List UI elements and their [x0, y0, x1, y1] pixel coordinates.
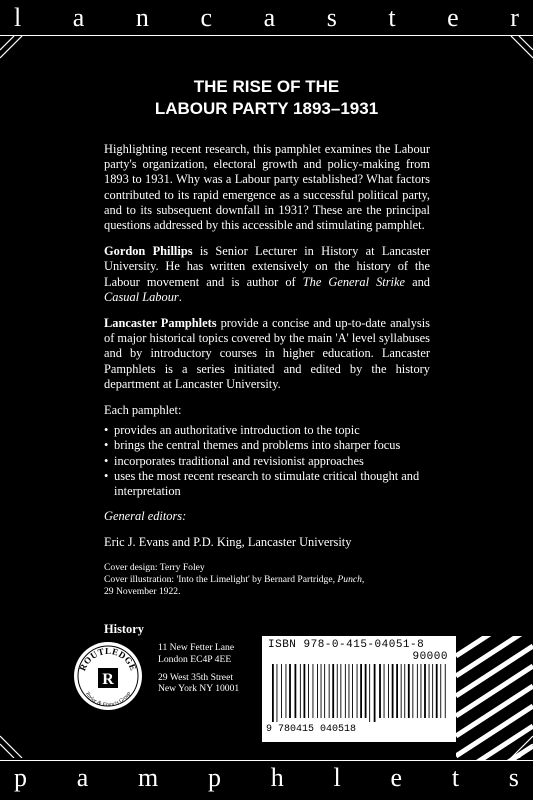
- blurb-paragraph: Highlighting recent research, this pamphlet examines the Labour party's organization, electoral growth and policy-making from 1893 to 1931. Why was a Labour party established? What factors contributed to its rapid emergence as a successful political party, and to its subsequent downfall in 1931? These are the principal questions addressed by this accessible and stimulating pamphlet.: [104, 142, 430, 233]
- series-top-letter: r: [510, 3, 519, 32]
- editors-names: Eric J. Evans and P.D. King, Lancaster University: [104, 535, 352, 550]
- barcode-bar: [408, 664, 410, 718]
- logo-publisher-name: ROUTLEDGE: [77, 645, 139, 673]
- barcode-bar: [440, 664, 441, 718]
- illustration-credit-text: Cover illustration: 'Into the Limelight' by Bernard Partridge,: [104, 573, 338, 585]
- series-bottom-letter: h: [270, 763, 284, 792]
- barcode-bar: [332, 664, 334, 718]
- barcode-number: 9 780415 040518: [266, 724, 357, 735]
- series-top-letter: l: [14, 3, 22, 32]
- barcode-bar: [329, 664, 330, 718]
- barcode-bar: [317, 664, 318, 718]
- header-rule: [0, 35, 533, 36]
- series-top-letter: c: [200, 3, 213, 32]
- author-name: Gordon Phillips: [104, 244, 193, 259]
- barcode-bar: [308, 664, 309, 718]
- barcode-bar: [313, 664, 314, 718]
- price-code: 90000: [412, 651, 448, 663]
- each-pamphlet-label: Each pamphlet:: [104, 403, 182, 418]
- series-bottom-letter: p: [208, 763, 222, 792]
- feature-item: • brings the central themes and problems into sharper focus: [104, 438, 430, 453]
- barcode-bar: [412, 664, 413, 718]
- author-book-1: The General Strike: [302, 274, 405, 289]
- series-top-letter: s: [326, 3, 337, 32]
- barcode-bar: [321, 664, 322, 718]
- barcode-bar: [295, 664, 297, 718]
- subject-category: History: [104, 621, 144, 636]
- barcode-bars: [266, 664, 452, 722]
- author-bio-part-1: is Senior Lecturer in History at Lancaster University. He has written extensively on the history of the Labour movement and is author of: [104, 244, 430, 289]
- barcode-bar: [421, 664, 422, 718]
- isbn-barcode: [262, 636, 456, 742]
- series-top-letter: a: [263, 3, 276, 32]
- barcode-bar: [388, 664, 389, 718]
- corner-ornament-top-right: [509, 36, 533, 60]
- cover-text: [104, 142, 430, 648]
- barcode-bar: [352, 664, 353, 718]
- illustration-credit-comma: ,: [361, 573, 365, 585]
- barcode-bar: [345, 664, 346, 718]
- author-bio-part-3: .: [178, 289, 182, 304]
- series-paragraph: [104, 316, 430, 392]
- barcode-bar: [404, 664, 405, 718]
- barcode-bar: [432, 664, 433, 718]
- book-title: [0, 76, 533, 120]
- barcode-bar: [424, 664, 426, 718]
- cover-illustration-credit: [104, 574, 430, 586]
- feature-item: • uses the most recent research to stimulate critical thought and interpretation: [104, 469, 430, 499]
- series-name: Lancaster Pamphlets: [104, 316, 217, 331]
- barcode-bar: [429, 664, 430, 718]
- series-name-bottom: [0, 760, 533, 796]
- barcode-bar: [289, 664, 291, 718]
- barcode-bar: [324, 664, 325, 718]
- barcode-bar: [277, 664, 278, 722]
- title-line-1: THE RISE OF THE: [193, 77, 340, 96]
- barcode-bar: [436, 664, 438, 718]
- barcode-bar: [286, 664, 287, 718]
- series-top-letter: t: [388, 3, 396, 32]
- series-top-letter: e: [447, 3, 459, 32]
- series-top-letter: n: [135, 3, 149, 32]
- barcode-bar: [379, 664, 381, 718]
- corner-ornament-bottom-left: [0, 734, 24, 758]
- series-description: provide a concise and up-to-date analysis of major historical topics covered by the main 'A' level syllabuses and by introductory courses in higher education. Lancaster Pamphlets is a series initiated and edited by the history department at Lancaster University.: [104, 316, 430, 391]
- illustration-publication: Punch: [337, 573, 362, 585]
- author-bio-part-2: and: [405, 274, 430, 289]
- series-bottom-letter: e: [390, 763, 403, 792]
- barcode-bar: [417, 664, 418, 718]
- series-footer-band: [0, 760, 533, 796]
- address-newyork-line-1: 29 West 35th Street: [158, 671, 233, 683]
- feature-item: • provides an authoritative introduction to the topic: [104, 423, 430, 438]
- series-bottom-letter: l: [333, 763, 341, 792]
- address-london-line-2: London EC4P 4EE: [158, 653, 232, 665]
- series-header-band: [0, 0, 533, 36]
- logo-letter: R: [102, 671, 114, 688]
- barcode-bar: [392, 664, 394, 718]
- cover-design-credit: Cover design: Terry Foley: [104, 561, 205, 573]
- feature-item: • incorporates traditional and revisionist approaches: [104, 454, 430, 469]
- series-bottom-letter: p: [14, 763, 27, 792]
- barcode-bar: [337, 664, 338, 718]
- routledge-logo-icon: [72, 640, 144, 712]
- illustration-date: 29 November 1922.: [104, 585, 181, 597]
- author-book-2: Casual Labour: [104, 289, 179, 304]
- barcode-bar: [300, 664, 301, 718]
- series-name-top: [0, 0, 533, 36]
- series-bottom-letter: m: [138, 763, 159, 792]
- address-london-line-1: 11 New Fetter Lane: [158, 642, 235, 653]
- barcode-bar: [369, 664, 370, 722]
- barcode-bar: [281, 664, 282, 718]
- feature-list: [104, 423, 430, 499]
- barcode-bar: [384, 664, 385, 718]
- series-bottom-letter: a: [76, 763, 89, 792]
- corner-ornament-top-left: [0, 36, 24, 60]
- series-bottom-letter: t: [451, 763, 460, 792]
- barcode-bar: [357, 664, 358, 718]
- barcode-bar: [340, 664, 341, 718]
- cover-credits: [104, 562, 430, 598]
- barcode-bar: [304, 664, 306, 718]
- isbn-label: ISBN 978-0-415-04051-8: [268, 639, 425, 651]
- logo-group-name: Taylor & Francis Group: [83, 690, 133, 709]
- publisher-address: [158, 642, 268, 695]
- barcode-bar: [360, 664, 362, 718]
- barcode-bar: [272, 664, 274, 722]
- series-top-letter: a: [72, 3, 85, 32]
- barcode-bar: [349, 664, 350, 718]
- barcode-bar: [401, 664, 402, 718]
- author-paragraph: [104, 244, 430, 305]
- barcode-bar: [396, 664, 398, 718]
- diagonal-stripe-decoration: [456, 636, 533, 760]
- barcode-bar: [374, 664, 376, 722]
- barcode-bar: [365, 664, 367, 718]
- barcode-bar: [445, 664, 446, 718]
- editors-label: General editors:: [104, 509, 187, 524]
- title-line-2: LABOUR PARTY 1893–1931: [154, 99, 379, 118]
- address-newyork-line-2: New York NY 10001: [158, 683, 240, 695]
- series-bottom-letter: s: [508, 763, 519, 792]
